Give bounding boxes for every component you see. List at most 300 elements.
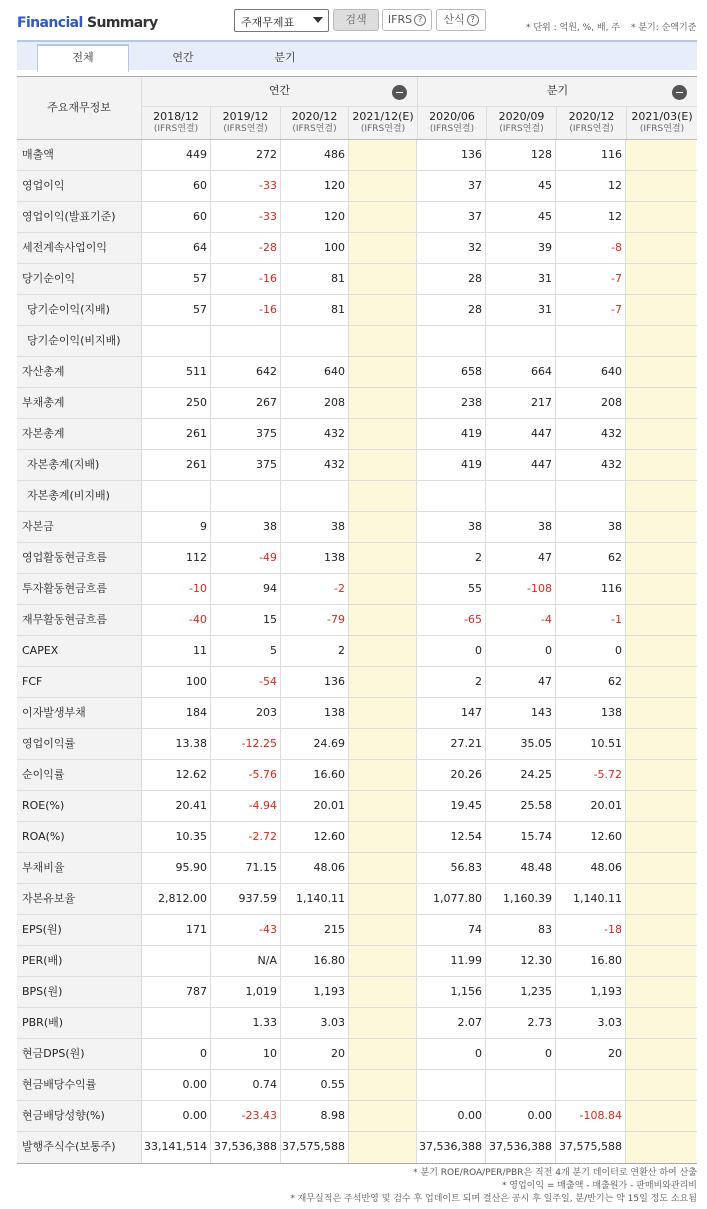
value-cell: 28 [417,295,486,325]
value-cell: 261 [142,419,211,449]
value-cell: 447 [486,450,556,480]
value-cell: 449 [142,140,211,170]
page-title [17,15,157,31]
quarterly-group-title: 분기 [418,77,697,107]
value-cell: -79 [281,605,349,635]
value-cell: 48.06 [556,853,626,883]
value-cell: 10.51 [556,729,626,759]
value-cell: 100 [142,667,211,697]
value-cell [417,326,486,356]
value-cell: 19.45 [417,791,486,821]
value-cell: 664 [486,357,556,387]
value-cell: 12.60 [281,822,349,852]
value-cell: 217 [486,388,556,418]
value-cell: 0.55 [281,1070,349,1100]
value-cell: 12.62 [142,760,211,790]
value-cell: -2.72 [211,822,281,852]
value-cell [349,140,417,170]
value-cell: -54 [211,667,281,697]
table-row [17,574,697,605]
value-cell [349,171,417,201]
table-row [17,481,697,512]
value-cell: 81 [281,264,349,294]
value-cell: 5 [211,636,281,666]
value-cell [626,977,696,1007]
table-row [17,388,697,419]
basis-note: * 분기: 순액기준 [631,23,697,33]
value-cell: 2.07 [417,1008,486,1038]
row-header-title: 주요재무정보 [17,77,142,139]
value-cell: 38 [417,512,486,542]
row-label: 투자활동현금흐름 [17,574,142,604]
value-cell: 432 [556,450,626,480]
title-summary: Summary [86,15,158,31]
value-cell: 272 [211,140,281,170]
value-cell [626,450,696,480]
value-cell [626,698,696,728]
value-cell: 0 [556,636,626,666]
collapse-quarterly-icon[interactable] [672,85,687,100]
value-cell: 62 [556,543,626,573]
question-icon: ? [414,14,426,26]
value-cell: 116 [556,140,626,170]
value-cell [417,1070,486,1100]
value-cell: -40 [142,605,211,635]
row-label: 영업이익 [17,171,142,201]
chevron-down-icon [313,17,323,23]
value-cell: 37 [417,202,486,232]
value-cell: 120 [281,171,349,201]
value-cell [556,481,626,511]
value-cell: 33,141,514 [142,1132,211,1163]
value-cell: 136 [417,140,486,170]
statement-type-select[interactable] [234,9,329,32]
column-header: 2020/12 (IFRS연결) [281,107,349,139]
value-cell: 38 [281,512,349,542]
value-cell: 184 [142,698,211,728]
table-row [17,1070,697,1101]
value-cell: 16.60 [281,760,349,790]
value-cell: 39 [486,233,556,263]
value-cell: 20 [556,1039,626,1069]
value-cell [626,853,696,883]
value-cell: 2 [417,667,486,697]
value-cell [626,419,696,449]
value-cell: 62 [556,667,626,697]
value-cell: 38 [211,512,281,542]
value-cell [349,202,417,232]
value-cell: -4 [486,605,556,635]
row-label: 자본총계(지배) [17,450,142,480]
value-cell: -65 [417,605,486,635]
value-cell [349,512,417,542]
value-cell: 25.58 [486,791,556,821]
row-label: FCF [17,667,142,697]
value-cell: 486 [281,140,349,170]
value-cell: 147 [417,698,486,728]
value-cell [556,326,626,356]
row-label: 자본총계(비지배) [17,481,142,511]
value-cell [349,326,417,356]
value-cell: 203 [211,698,281,728]
table-row [17,946,697,977]
value-cell: 419 [417,419,486,449]
value-cell: -5.76 [211,760,281,790]
table-row [17,264,697,295]
value-cell [626,884,696,914]
value-cell: 447 [486,419,556,449]
value-cell: 20.26 [417,760,486,790]
value-cell: 20 [281,1039,349,1069]
title-financial: Financial [17,15,83,31]
table-row [17,760,697,791]
value-cell: 640 [556,357,626,387]
value-cell [349,946,417,976]
value-cell: -18 [556,915,626,945]
value-cell [626,543,696,573]
value-cell [349,605,417,635]
value-cell: 1,156 [417,977,486,1007]
value-cell [349,760,417,790]
table-body [17,140,697,1163]
row-label: 자산총계 [17,357,142,387]
value-cell [626,605,696,635]
value-cell: 11.99 [417,946,486,976]
value-cell [626,915,696,945]
value-cell [626,822,696,852]
value-cell [626,729,696,759]
search-button[interactable]: 검색 [333,9,379,31]
value-cell [626,295,696,325]
table-row [17,977,697,1008]
value-cell: 37 [417,171,486,201]
value-cell: 432 [281,419,349,449]
row-label: 발행주식수(보통주) [17,1132,142,1163]
value-cell [626,667,696,697]
ifrs-help-button[interactable] [382,9,432,31]
value-cell: -4.94 [211,791,281,821]
row-label: 부채총계 [17,388,142,418]
value-cell: 0.00 [417,1101,486,1131]
value-cell: 20.41 [142,791,211,821]
value-cell: 3.03 [281,1008,349,1038]
value-cell [349,264,417,294]
value-cell [142,946,211,976]
value-cell [349,1132,417,1163]
value-cell [349,1008,417,1038]
table-row [17,202,697,233]
value-cell: 238 [417,388,486,418]
value-cell: 10.35 [142,822,211,852]
value-cell: 267 [211,388,281,418]
value-cell [349,822,417,852]
value-cell [626,1101,696,1131]
value-cell: 112 [142,543,211,573]
table-row [17,822,697,853]
value-cell: 1,019 [211,977,281,1007]
row-label: 영업이익률 [17,729,142,759]
tab-annual[interactable]: 연간 [172,51,194,64]
value-cell: 57 [142,264,211,294]
value-cell: 24.69 [281,729,349,759]
value-cell [626,946,696,976]
value-cell [349,636,417,666]
column-header: 2021/12(E) (IFRS연결) [352,110,414,134]
row-label: 재무활동현금흐름 [17,605,142,635]
question-icon: ? [467,14,479,26]
row-label: ROA(%) [17,822,142,852]
value-cell: 12 [556,171,626,201]
value-cell: 100 [281,233,349,263]
value-cell: 511 [142,357,211,387]
value-cell: 171 [142,915,211,945]
row-label: 현금DPS(원) [17,1039,142,1069]
table-row [17,1101,697,1132]
row-label: BPS(원) [17,977,142,1007]
row-label: 자본유보율 [17,884,142,914]
value-cell: 640 [281,357,349,387]
statement-type-value: 주재무제표 [241,16,295,29]
value-cell: 95.90 [142,853,211,883]
table-row [17,171,697,202]
formula-help-button[interactable] [436,9,486,31]
collapse-annual-icon[interactable] [392,85,407,100]
value-cell: 136 [281,667,349,697]
tab-quarterly[interactable]: 분기 [274,51,296,64]
row-label: 이자발생부채 [17,698,142,728]
value-cell: 658 [417,357,486,387]
value-cell [626,1132,696,1163]
value-cell [626,760,696,790]
quarterly-group-header [418,77,697,139]
value-cell [626,636,696,666]
value-cell: 48.48 [486,853,556,883]
value-cell: 60 [142,171,211,201]
value-cell [281,326,349,356]
value-cell [556,1070,626,1100]
value-cell [349,853,417,883]
value-cell: -108 [486,574,556,604]
table-row [17,698,697,729]
value-cell: 94 [211,574,281,604]
value-cell [349,1070,417,1100]
value-cell [349,1101,417,1131]
value-cell: 45 [486,202,556,232]
row-label: 영업이익(발표기준) [17,202,142,232]
row-label: CAPEX [17,636,142,666]
table-header [17,77,697,140]
top-bar [0,0,707,40]
value-cell: 12.54 [417,822,486,852]
table-row [17,791,697,822]
value-cell: 120 [281,202,349,232]
value-cell: 0.00 [486,1101,556,1131]
value-cell: 20.01 [556,791,626,821]
value-cell [349,295,417,325]
value-cell: -28 [211,233,281,263]
value-cell: -2 [281,574,349,604]
value-cell [349,667,417,697]
value-cell [349,884,417,914]
column-header: 2018/12 (IFRS연결) [142,107,211,139]
value-cell: 38 [556,512,626,542]
value-cell: 0 [142,1039,211,1069]
value-cell: 32 [417,233,486,263]
table-row [17,326,697,357]
value-cell: 432 [556,419,626,449]
value-cell [626,481,696,511]
value-cell [349,233,417,263]
value-cell: 28 [417,264,486,294]
value-cell: 37,536,388 [417,1132,486,1163]
value-cell: 419 [417,450,486,480]
value-cell: 208 [556,388,626,418]
value-cell [626,140,696,170]
period-tabs [17,40,697,70]
value-cell [626,1070,696,1100]
row-label: 자본금 [17,512,142,542]
value-cell: -108.84 [556,1101,626,1131]
value-cell [349,729,417,759]
table-row [17,853,697,884]
row-label: 현금배당수익률 [17,1070,142,1100]
value-cell: -8 [556,233,626,263]
value-cell: 138 [556,698,626,728]
value-cell [626,791,696,821]
value-cell: 20.01 [281,791,349,821]
value-cell: 642 [211,357,281,387]
footnote: * 영업이익 = 매출액 - 매출원가 - 판매비와관리비 [501,1181,697,1191]
value-cell [349,419,417,449]
value-cell: 56.83 [417,853,486,883]
value-cell [281,481,349,511]
column-header: 2020/09 (IFRS연결) [487,107,557,139]
table-row [17,1039,697,1070]
value-cell: -23.43 [211,1101,281,1131]
row-label: EPS(원) [17,915,142,945]
value-cell: 1.33 [211,1008,281,1038]
value-cell [349,791,417,821]
row-label: 세전계속사업이익 [17,233,142,263]
value-cell: 74 [417,915,486,945]
row-label: 당기순이익(비지배) [17,326,142,356]
value-cell: 1,160.39 [486,884,556,914]
value-cell: 2 [417,543,486,573]
value-cell: 10 [211,1039,281,1069]
table-row [17,140,697,171]
value-cell: 12.60 [556,822,626,852]
value-cell: 138 [281,543,349,573]
value-cell: 48.06 [281,853,349,883]
value-cell: 1,193 [556,977,626,1007]
value-cell: 64 [142,233,211,263]
value-cell: 1,140.11 [556,884,626,914]
value-cell [417,481,486,511]
row-label: 순이익률 [17,760,142,790]
value-cell: 0.00 [142,1070,211,1100]
value-cell: -7 [556,264,626,294]
value-cell: 24.25 [486,760,556,790]
value-cell: 250 [142,388,211,418]
value-cell: 37,575,588 [281,1132,349,1163]
value-cell [626,264,696,294]
value-cell: 2 [281,636,349,666]
row-label: 매출액 [17,140,142,170]
value-cell: 1,193 [281,977,349,1007]
value-cell [349,915,417,945]
value-cell [626,202,696,232]
value-cell [349,698,417,728]
column-header: 2021/03(E) (IFRS연결) [631,110,693,134]
value-cell [486,1070,556,1100]
value-cell: 12.30 [486,946,556,976]
value-cell: -1 [556,605,626,635]
value-cell [349,481,417,511]
row-label: 당기순이익 [17,264,142,294]
unit-note: * 단위 : 억원, %, 배, 주 [526,23,620,33]
value-cell: 375 [211,419,281,449]
value-cell: 37,575,588 [556,1132,626,1163]
value-cell: 143 [486,698,556,728]
table-row [17,605,697,636]
value-cell: 8.98 [281,1101,349,1131]
value-cell [486,481,556,511]
value-cell: 937.59 [211,884,281,914]
row-label: 자본총계 [17,419,142,449]
value-cell: 0 [486,1039,556,1069]
column-header: 2020/12 (IFRS연결) [557,107,627,139]
annual-group-title: 연간 [142,77,417,107]
value-cell: 2,812.00 [142,884,211,914]
footnote: * 재무실적은 주석반영 및 검수 후 업데이트 되며 결산은 공시 후 일주일, 분/반기는 약 15일 정도 소요됨 [290,1194,697,1204]
value-cell [349,388,417,418]
value-cell: 0.00 [142,1101,211,1131]
value-cell: -43 [211,915,281,945]
value-cell [626,357,696,387]
table-row [17,667,697,698]
value-cell [626,1039,696,1069]
tab-all[interactable]: 전체 [37,44,129,72]
value-cell: 55 [417,574,486,604]
row-label: PBR(배) [17,1008,142,1038]
value-cell: 31 [486,264,556,294]
table-row [17,729,697,760]
financial-summary-table [17,76,697,1164]
table-row [17,543,697,574]
footnote: * 분기 ROE/ROA/PER/PBR은 직전 4개 분기 데이터로 연환산 하여 산출 [413,1168,697,1178]
table-row [17,295,697,326]
row-label: PER(배) [17,946,142,976]
value-cell: -12.25 [211,729,281,759]
value-cell [349,977,417,1007]
value-cell [349,574,417,604]
column-header: 2020/06 (IFRS연결) [418,107,487,139]
value-cell: 11 [142,636,211,666]
value-cell: 60 [142,202,211,232]
value-cell: 15 [211,605,281,635]
value-cell [486,326,556,356]
table-row [17,1008,697,1039]
value-cell: 138 [281,698,349,728]
value-cell: -5.72 [556,760,626,790]
value-cell: 16.80 [556,946,626,976]
value-cell: 81 [281,295,349,325]
value-cell: -33 [211,202,281,232]
value-cell [142,326,211,356]
footnotes [290,1167,697,1206]
row-label: 부채비율 [17,853,142,883]
value-cell: 2.73 [486,1008,556,1038]
